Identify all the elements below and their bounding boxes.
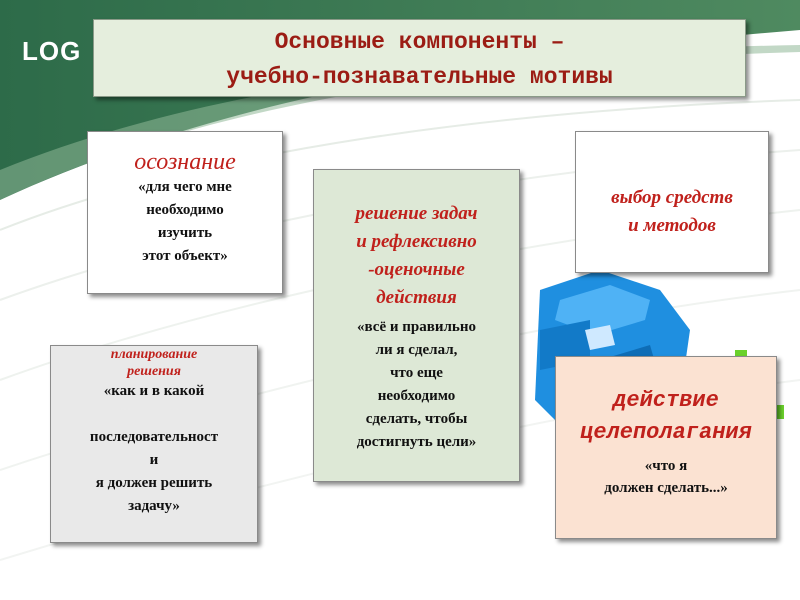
goal-line: должен сделать...» xyxy=(604,480,728,496)
solving-line: достигнуть цели» xyxy=(356,434,477,450)
logo-text: LOG xyxy=(22,36,82,66)
awareness-line: этот объект» xyxy=(142,248,228,264)
planning-line: и xyxy=(149,452,159,468)
awareness-box xyxy=(87,131,283,294)
title-line-1: Основные компоненты – xyxy=(274,29,565,55)
choice-box xyxy=(575,131,769,273)
planning-heading-line: планирование xyxy=(110,347,198,362)
goal-setting-box xyxy=(555,356,777,539)
awareness-line: изучить xyxy=(157,225,213,241)
solving-line: что еще xyxy=(390,365,443,381)
goal-heading-line: действие xyxy=(613,388,719,413)
choice-heading xyxy=(576,184,768,240)
goal-line: «что я xyxy=(644,458,688,474)
solving-heading-line: действия xyxy=(376,287,457,308)
planning-line xyxy=(51,403,257,426)
planning-line: я должен решить xyxy=(95,475,213,491)
choice-heading-line: и методов xyxy=(628,215,716,236)
slide-title xyxy=(93,19,746,97)
planning-box xyxy=(50,345,258,543)
solving-heading-line: решение задач xyxy=(355,203,478,224)
awareness-line: необходимо xyxy=(146,202,224,218)
title-line-2: учебно-познавательные мотивы xyxy=(226,64,613,90)
planning-line: «как и в какой xyxy=(103,383,205,399)
goal-text xyxy=(556,455,776,499)
solving-box xyxy=(313,169,520,482)
planning-line: задачу» xyxy=(128,498,180,514)
solving-text xyxy=(314,316,519,454)
solving-line: «всё и правильно xyxy=(357,319,476,335)
solving-line: необходимо xyxy=(377,388,456,404)
solving-heading-line: -оценочные xyxy=(368,259,465,280)
goal-heading-line: целеполагания xyxy=(580,420,752,445)
planning-text xyxy=(51,380,257,518)
goal-heading xyxy=(556,385,776,449)
awareness-heading: осознание xyxy=(134,149,236,175)
planning-heading-line: решения xyxy=(127,364,181,379)
planning-heading xyxy=(51,346,257,380)
awareness-text xyxy=(88,176,282,268)
choice-heading-line: выбор средств xyxy=(611,187,733,208)
planning-line: последовательност xyxy=(89,429,219,445)
solving-heading xyxy=(314,200,519,312)
solving-line: ли я сделал, xyxy=(375,342,458,358)
awareness-line: «для чего мне xyxy=(138,179,232,195)
solving-heading-line: и рефлексивно xyxy=(356,231,477,252)
solving-line: сделать, чтобы xyxy=(365,411,468,427)
